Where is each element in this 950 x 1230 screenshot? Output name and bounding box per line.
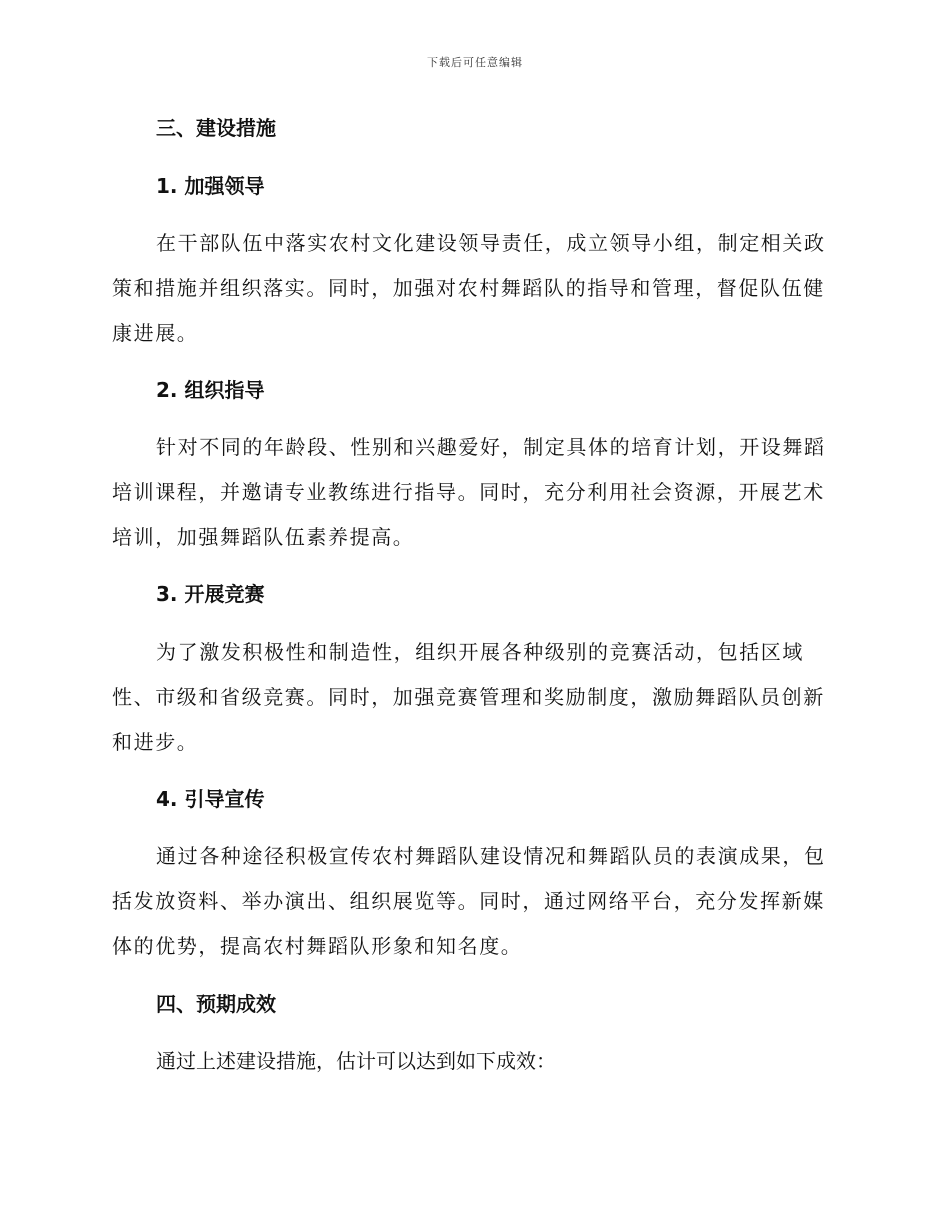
item-4-paragraph: 通过各种途径积极宣传农村舞蹈队建设情况和舞蹈队员的表演成果，包括发放资料、举办演出、组织展览等。同时，通过网络平台，充分发挥新媒体的优势，提高农村舞蹈队形象和知名度。 (112, 844, 826, 958)
section-4-intro: 通过上述建设措施，估计可以达到如下成效： (156, 1049, 556, 1073)
item-1-title: 1. 加强领导 (156, 174, 265, 198)
item-1-body (112, 221, 832, 356)
item-3-paragraph: 为了激发积极性和制造性，组织开展各种级别的竞赛活动，包括区域性、市级和省级竞赛。同时，加强竞赛管理和奖励制度，激励舞蹈队员创新和进步。 (112, 640, 825, 754)
item-2-paragraph: 针对不同的年龄段、性别和兴趣爱好，制定具体的培育计划，开设舞蹈培训课程，并邀请专业教练进行指导。同时，充分利用社会资源，开展艺术培训，加强舞蹈队伍素养提高。 (112, 435, 826, 549)
item-4-title: 4. 引导宣传 (156, 787, 265, 811)
item-1-paragraph: 在干部队伍中落实农村文化建设领导责任，成立领导小组，制定相关政策和措施并组织落实。同时，加强对农村舞蹈队的指导和管理，督促队伍健康进展。 (112, 231, 826, 345)
section-3-title: 三、建设措施 (156, 116, 276, 140)
item-2-title: 2. 组织指导 (156, 378, 265, 402)
item-4-body (112, 834, 832, 969)
section-4-title: 四、预期成效 (156, 992, 276, 1016)
item-2-body (112, 425, 832, 560)
header-note: 下载后可任意编辑 (427, 56, 523, 69)
item-3-title: 3. 开展竞赛 (156, 582, 265, 606)
item-3-body (112, 630, 832, 765)
